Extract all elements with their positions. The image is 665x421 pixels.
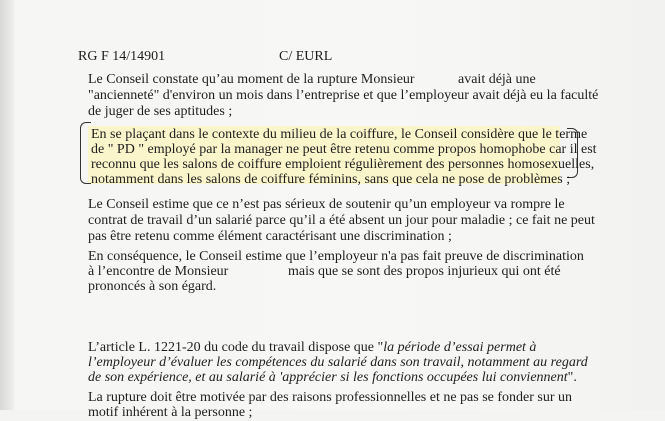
page-edge-shadow bbox=[0, 0, 14, 410]
p6-line-2: motif inhérent à la personne ; bbox=[88, 405, 253, 420]
p3-line-2: contrat de travail d’un salarié parce qu’il a été absent un jour pour maladie ; ce fait ne peut bbox=[88, 213, 595, 228]
p4-line-3: prononcés à son égard. bbox=[88, 279, 217, 294]
p1-line-1: Le Conseil constate qu’au moment de la rupture Monsieur bbox=[88, 72, 415, 87]
p3-line-1: Le Conseil estime que ce n’est pas sérieux de soutenir qu’un employeur va rompre le bbox=[88, 197, 565, 212]
p6-line-1: La rupture doit être motivée par des raisons professionnelles et ne pas se fonder sur un bbox=[88, 390, 573, 405]
p1-line-3: de juger de ses aptitudes ; bbox=[88, 104, 233, 119]
p4-line-2-end: mais que se sont des propos injurieux qui ont été bbox=[288, 264, 561, 279]
case-parties: C/ EURL bbox=[279, 49, 333, 64]
p5-close: ". bbox=[567, 370, 577, 385]
left-bracket-mark bbox=[80, 122, 91, 184]
p2-line-3: reconnu que les salons de coiffure emploient régulièrement des personnes homosexuelles, bbox=[91, 157, 595, 172]
p2-line-2: de " PD " employé par la manager ne peut être retenu comme propos homophobe car il est bbox=[91, 142, 597, 157]
p5-quote-start: la période d’essai permet à bbox=[383, 340, 537, 355]
p4-line-1: En conséquence, le Conseil estime que l’employeur n'a pas fait preuve de discrimination bbox=[88, 249, 584, 264]
p1-line-2: "ancienneté" d'environ un mois dans l’entreprise et que l’employeur avait déjà eu la faculté bbox=[88, 88, 599, 103]
p5-quote-end: de son expérience, et au salarié à 'apprécier si les fonctions occupées lui conviennent bbox=[88, 370, 568, 385]
p2-line-1: En se plaçant dans le contexte du milieu de la coiffure, le Conseil considère que le terme bbox=[91, 127, 588, 142]
p4-line-2: à l’encontre de Monsieur bbox=[88, 264, 229, 279]
p3-line-3: pas être retenu comme élément caractérisant une discrimination ; bbox=[88, 229, 452, 244]
p1-line-1-end: avait déjà une bbox=[458, 72, 536, 87]
p5-intro: L’article L. 1221-20 du code du travail dispose que " bbox=[88, 340, 384, 355]
p5-line-1 bbox=[88, 340, 536, 356]
p5-line-2: l’employeur d’évaluer les compétences du salarié dans son travail, notamment au regard bbox=[88, 355, 588, 370]
p2-line-4: notamment dans les salons de coiffure féminins, sans que cela ne pose de problèmes ; bbox=[91, 172, 571, 187]
p5-line-3 bbox=[88, 370, 577, 386]
case-reference: RG F 14/14901 bbox=[78, 49, 166, 64]
